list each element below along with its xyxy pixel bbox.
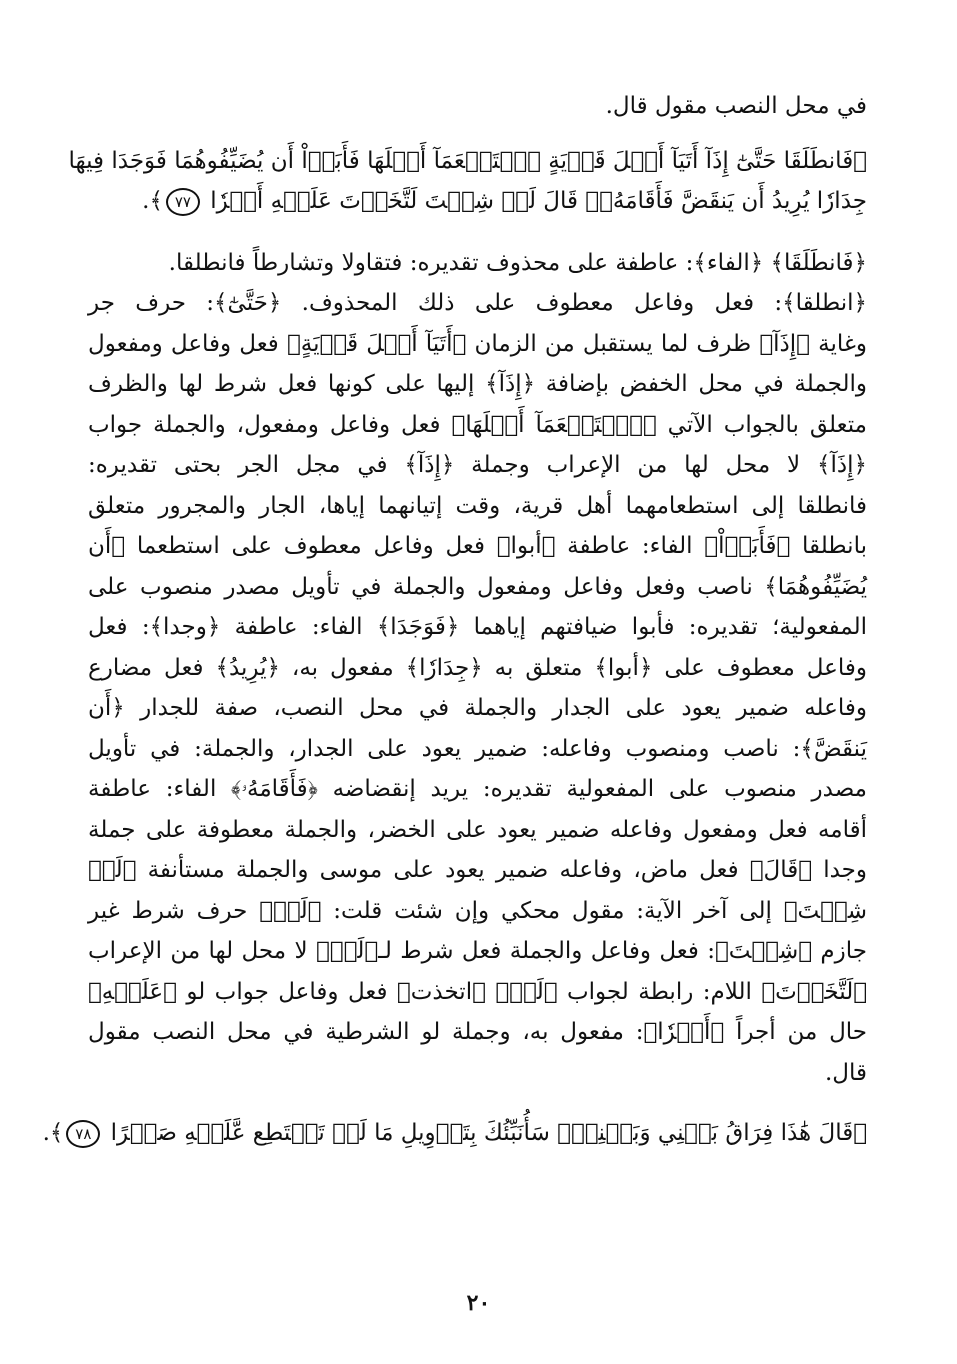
commentary-line: ﴿إِذَآ﴾ لا محل لها من الإعراب وجملة ﴿إِذَآ﴾ في مجل الجر بحتى تقديره: [88, 452, 867, 478]
verse-78-block [42, 1113, 867, 1153]
intro-line: في محل النصب مقول قال. [605, 93, 867, 119]
commentary-line: قال. [824, 1059, 867, 1086]
commentary-line: أقامه فعل ومفعول وفاعله ضمير يعود على الخضر، والجملة معطوفة على جملة [88, 816, 867, 843]
commentary-line: ﴿لَتَّخَذۡتَ﴾ اللام: رابطة لجواب ﴿لَوۡ﴾ ﴿اتخذت﴾ فعل وفاعل جواب لو ﴿عَلَيۡهِ﴾ [88, 978, 867, 1005]
commentary-line: شِئۡتَ﴾ إلى آخر الآية: مقول محكي وإن شئت قلت: ﴿لَوۡ﴾ حرف شرط غير [88, 897, 867, 924]
ayah-number-78: ٧٨ [66, 1120, 100, 1148]
commentary-line: وفاعل معطوف على ﴿أبوا﴾ متعلق به ﴿جِدَارٗا﴾ مفعول به، ﴿يُرِيدُ﴾ فعل مضارع [88, 654, 867, 681]
verse-77-line-1: ﴿فَانطَلَقَا حَتَّىٰٓ إِذَآ أَتَيَآ أَهۡلَ قَرۡيَةٍ ٱسۡتَطۡعَمَآ أَهۡلَهَا فَأَبَوۡاْ أَن يُضَيِّفُوهُمَا فَوَجَدَا فِيهَا [68, 147, 867, 174]
verse-77-block [68, 141, 867, 221]
commentary-line: ﴿فَانطَلَقَا﴾ ﴿الفاء﴾: عاطفة على محذوف تقديره: فتقاولا وتشارطاً فانطلقا. [168, 249, 867, 276]
commentary-line: بانطلقا ﴿فَأَبَوۡاْ﴾ الفاء: عاطفة ﴿أبوا﴾ فعل وفاعل معطوف على استطعما ﴿أَن [88, 533, 867, 559]
commentary-line: حال من أجراً ﴿أَجۡرٗا﴾: مفعول به، وجملة لو الشرطية في محل النصب مقول [88, 1019, 867, 1045]
commentary-line: متعلق بالجواب الآتي ﴿ٱسۡتَطۡعَمَآ أَهۡلَهَا﴾ فعل وفاعل ومفعول، والجملة جواب [88, 411, 868, 438]
commentary-line: مصدر منصوب على المفعولية تقديره: يريد إنقضاضه ﴿فَأَقَامَهُۥ﴾ الفاء: عاطفة [88, 776, 867, 802]
commentary-line: فانطلقا إلى استطعامهما أهل قرية، وقت إتيانهما إياها، الجار والمجرور متعلق [88, 492, 867, 519]
commentary-line: يَنقَضَّ﴾: ناصب ومنصوب وفاعله: ضمير يعود على الجدار، والجملة: في تأويل [88, 735, 867, 762]
commentary-line: والجملة في محل الخفض بإضافة ﴿إِذَآ﴾ إليها على كونها فعل شرط لها والظرف [88, 371, 867, 397]
commentary-line: وجدا ﴿قَالَ﴾ فعل ماض، وفاعله ضمير يعود على موسى والجملة مستأنفة ﴿لَوۡ [88, 857, 867, 883]
verse-78-closing: ﴾. [42, 1120, 64, 1146]
commentary-block [88, 243, 867, 1094]
commentary-line: يُضَيِّفُوهُمَا﴾ ناصب وفعل وفاعل ومفعول والجملة في تأويل مصدر منصوب على [88, 573, 867, 600]
commentary-line: ﴿انطلقا﴾: فعل وفاعل معطوف على ذلك المحذوف. ﴿حَتَّىٰٓ﴾: حرف جر [88, 290, 867, 316]
verse-78-line [42, 1113, 867, 1153]
verse-77-line-2 [88, 181, 867, 221]
commentary-line: جازم ﴿شِئۡتَ﴾: فعل وفاعل والجملة فعل شرط لـ﴿لَوۡ﴾ لا محل لها من الإعراب [88, 938, 867, 964]
verse-77-line-2-text: جِدَارٗا يُرِيدُ أَن يَنقَضَّ فَأَقَامَهُۥۖ قَالَ لَوۡ شِئۡتَ لَتَّخَذۡتَ عَلَيۡهِ أَجۡرٗا [210, 187, 867, 214]
verse-78-text: ﴿قَالَ هَٰذَا فِرَاقُ بَيۡنِي وَبَيۡنِكَۚ سَأُنَبِّئُكَ بِتَأۡوِيلِ مَا لَمۡ تَسۡتَطِع عَّلَيۡهِ صَبۡرًا [110, 1120, 867, 1146]
ayah-number-77: ٧٧ [166, 188, 200, 216]
verse-77-closing: ﴾. [142, 187, 163, 214]
commentary-line: وفاعله ضمير يعود على الجدار والجملة في محل النصب، صفة للجدار ﴿أَن [88, 695, 867, 721]
commentary-line: المفعولية؛ تقديره: فأبوا ضيافتهم إياهما ﴿فَوَجَدَا﴾ الفاء: عاطفة ﴿وجدا﴾: فعل [88, 614, 867, 640]
commentary-line: وغاية ﴿إِذَآ﴾ ظرف لما يستقبل من الزمان ﴿أَتَيَآ أَهۡلَ قَرۡيَةٍ﴾ فعل وفاعل ومفعول [88, 330, 867, 357]
book-page [42, 86, 868, 1324]
page-number: ٢٠ [466, 1290, 491, 1316]
